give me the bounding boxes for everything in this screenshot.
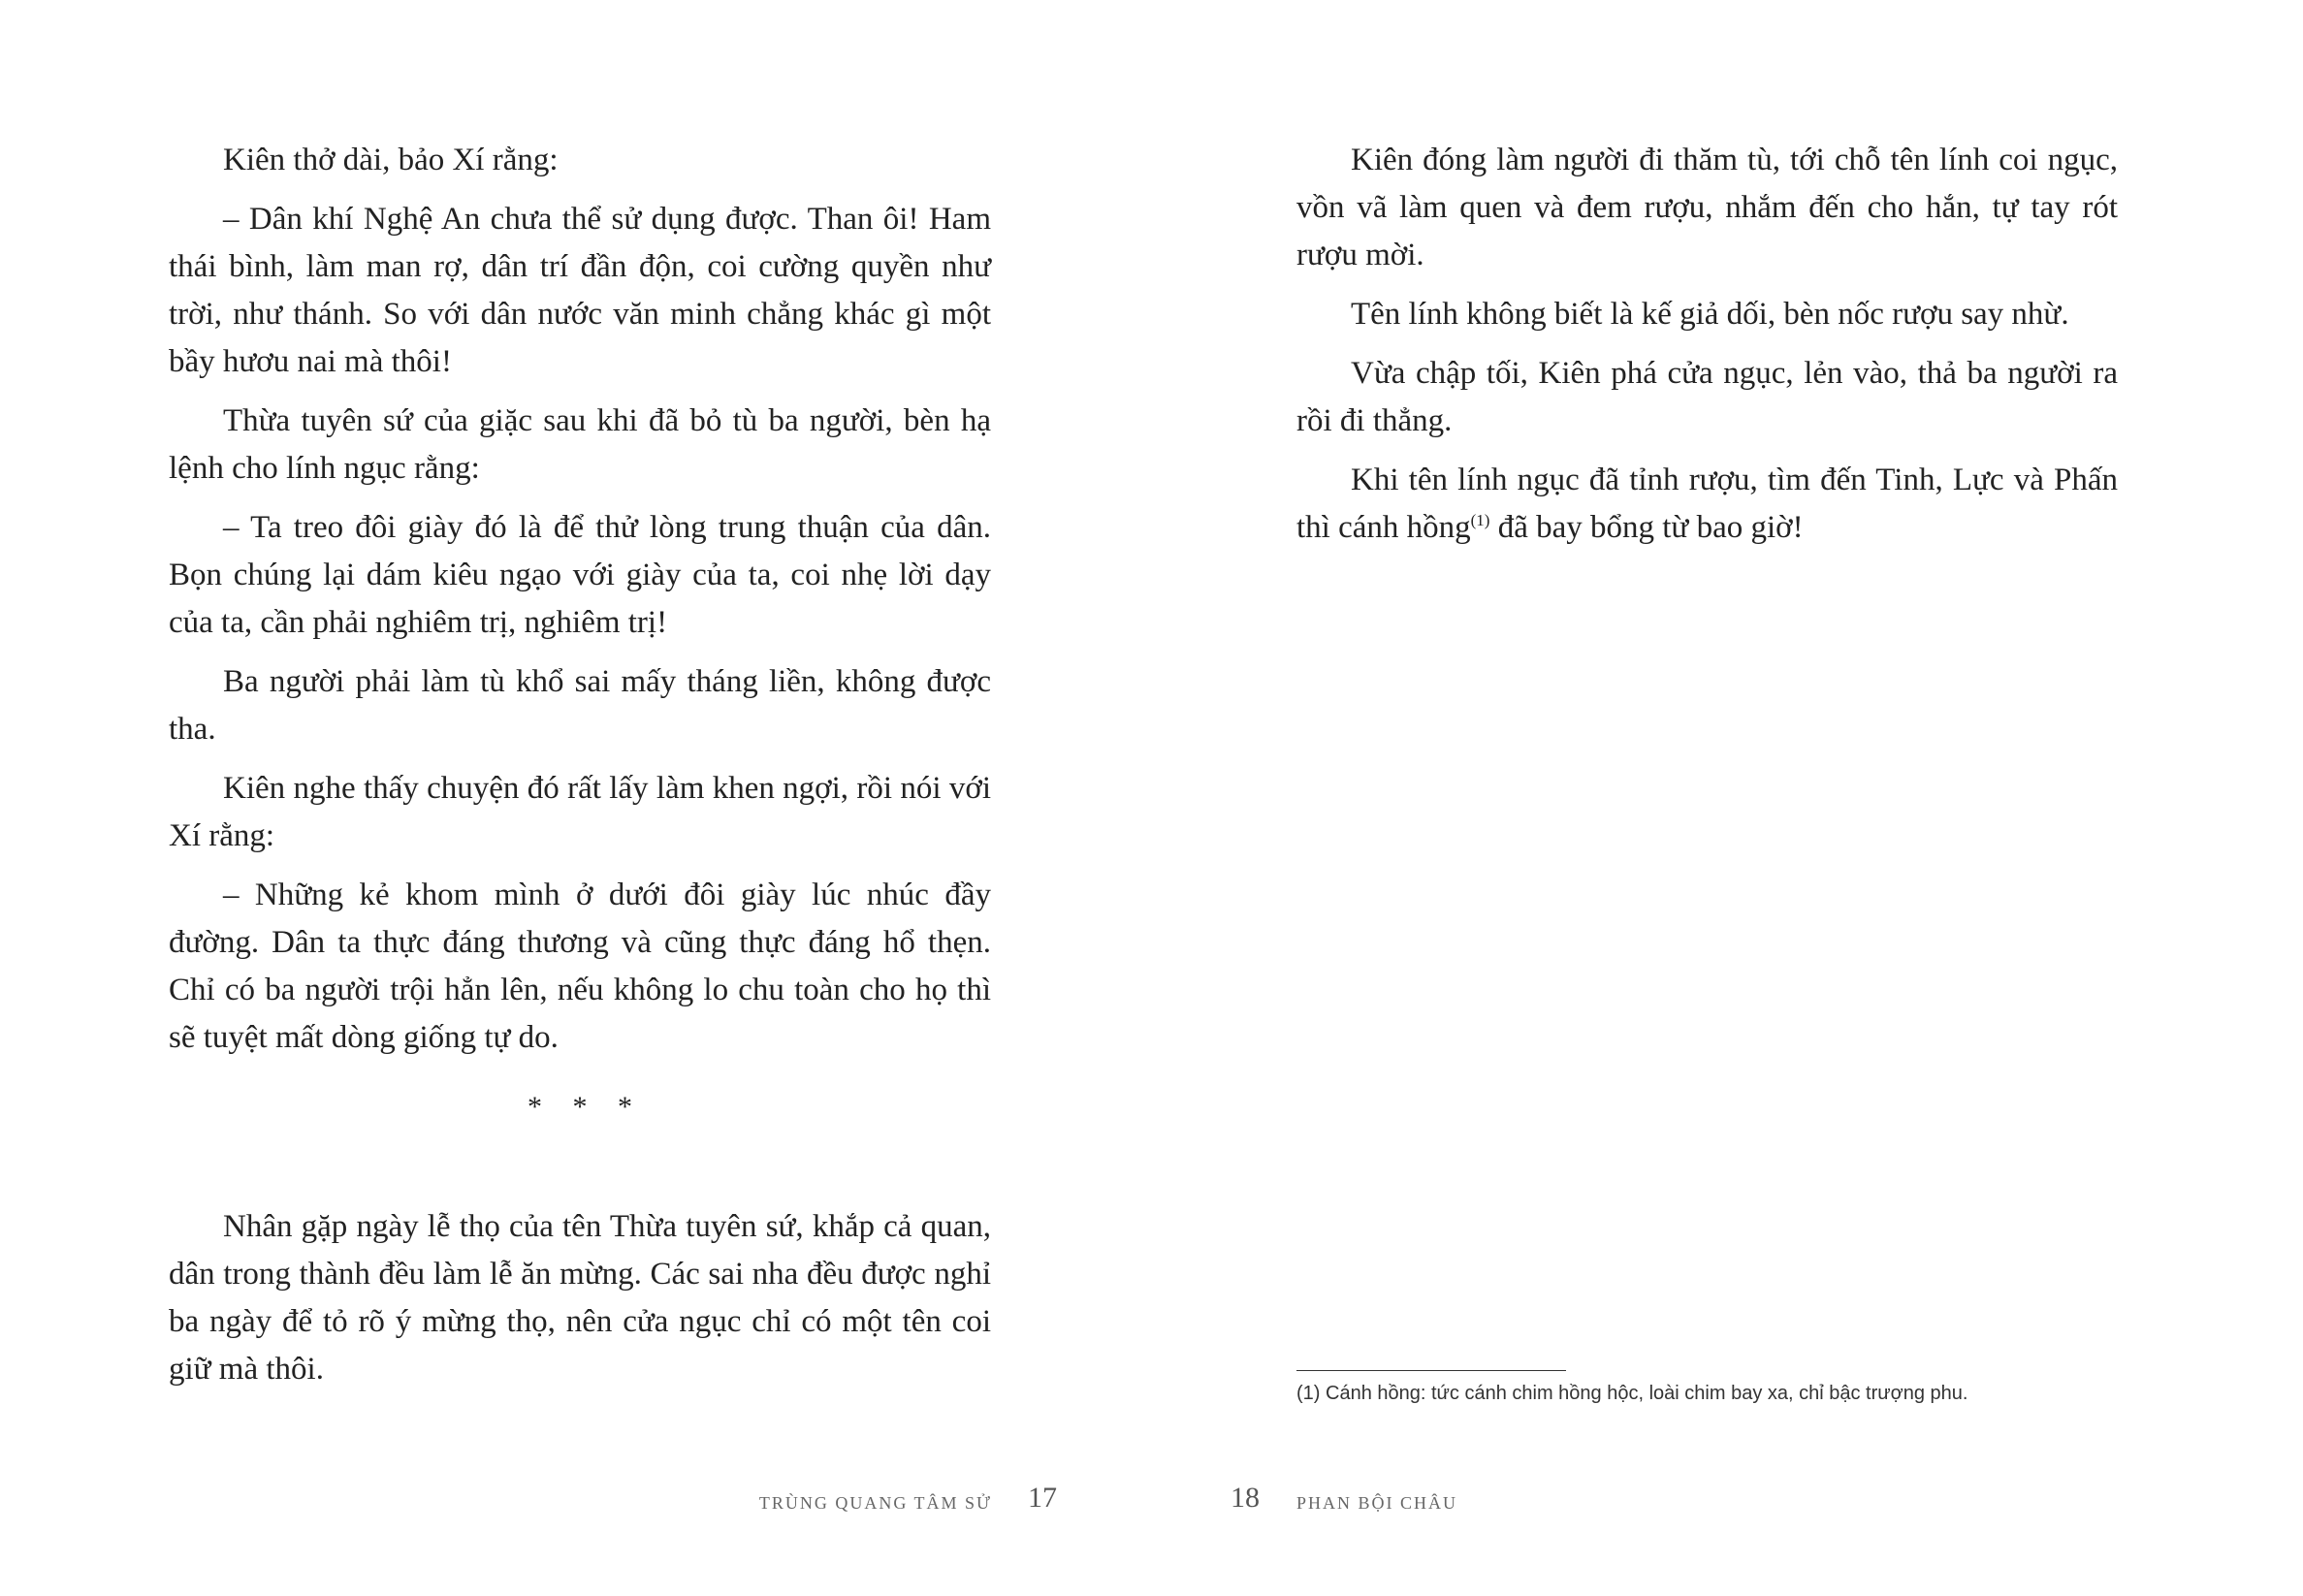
body-paragraph: – Dân khí Nghệ An chưa thể sử dụng được. Than ôi! Ham thái bình, làm man rợ, dân trí đần độn, coi cường quyền như trời, như thánh. So với dân nước văn minh chẳng khác gì một bầy hươu nai mà thôi! [169,202,991,379]
body-paragraph: Kiên đóng làm người đi thăm tù, tới chỗ tên lính coi ngục, vồn vã làm quen và đem rượu, nhắm đến cho hắn, tự tay rót rượu mời. [1296,143,2118,272]
footnote-divider [1296,1370,1566,1371]
right-page [1151,0,2303,1596]
footnote: (1) Cánh hồng: tức cánh chim hồng hộc, loài chim bay xa, chỉ bậc trượng phu. [1296,1383,1968,1404]
body-paragraph: – Những kẻ khom mình ở dưới đôi giày lúc nhúc đầy đường. Dân ta thực đáng thương và cũng thực đáng hổ thẹn. Chỉ có ba người trội hẳn lên, nếu không lo chu toàn cho họ thì sẽ tuyệt mất dòng giống tự do. [169,878,991,1055]
paragraph-text: đã bay bổng từ bao giờ! [1489,510,1804,545]
paragraph-text: Khi tên lính ngục đã tỉnh rượu, tìm đến Tinh, Lực và Phấn thì cánh hồng [1296,463,2118,545]
running-title-right: PHAN BỘI CHÂU [1296,1493,1458,1513]
body-paragraph: Thừa tuyên sứ của giặc sau khi đã bỏ tù ba người, bèn hạ lệnh cho lính ngục rằng: [169,403,991,486]
page-number-left: 17 [1028,1482,1057,1514]
left-page [0,0,1151,1596]
body-paragraph: Nhân gặp ngày lễ thọ của tên Thừa tuyên sứ, khắp cả quan, dân trong thành đều làm lễ ăn mừng. Các sai nha đều được nghỉ ba ngày để tỏ rõ ý mừng thọ, nên cửa ngục chỉ có một tên coi giữ mà thôi. [169,1209,991,1387]
right-page-body [1296,137,2118,552]
footnote-reference[interactable]: (1) [1470,511,1490,529]
body-paragraph: Kiên nghe thấy chuyện đó rất lấy làm khen ngợi, rồi nói với Xí rằng: [169,771,991,853]
body-paragraph: Ba người phải làm tù khổ sai mấy tháng liền, không được tha. [169,664,991,747]
body-paragraph: Tên lính không biết là kế giả dối, bèn nốc rượu say nhừ. [1351,297,2069,332]
body-paragraph-with-note [1296,457,2118,552]
running-title-left: TRÙNG QUANG TÂM SỬ [758,1493,992,1513]
section-break-ornament: * * * [528,1091,632,1123]
body-paragraph: Vừa chập tối, Kiên phá cửa ngục, lẻn vào, thả ba người ra rồi đi thẳng. [1296,356,2118,438]
left-page-body [169,137,991,1393]
body-paragraph: Kiên thở dài, bảo Xí rằng: [223,143,559,177]
body-paragraph: – Ta treo đôi giày đó là để thử lòng trung thuận của dân. Bọn chúng lại dám kiêu ngạo với giày của ta, coi nhẹ lời dạy của ta, cần phải nghiêm trị, nghiêm trị! [169,510,991,640]
page-number-right: 18 [1231,1482,1260,1514]
